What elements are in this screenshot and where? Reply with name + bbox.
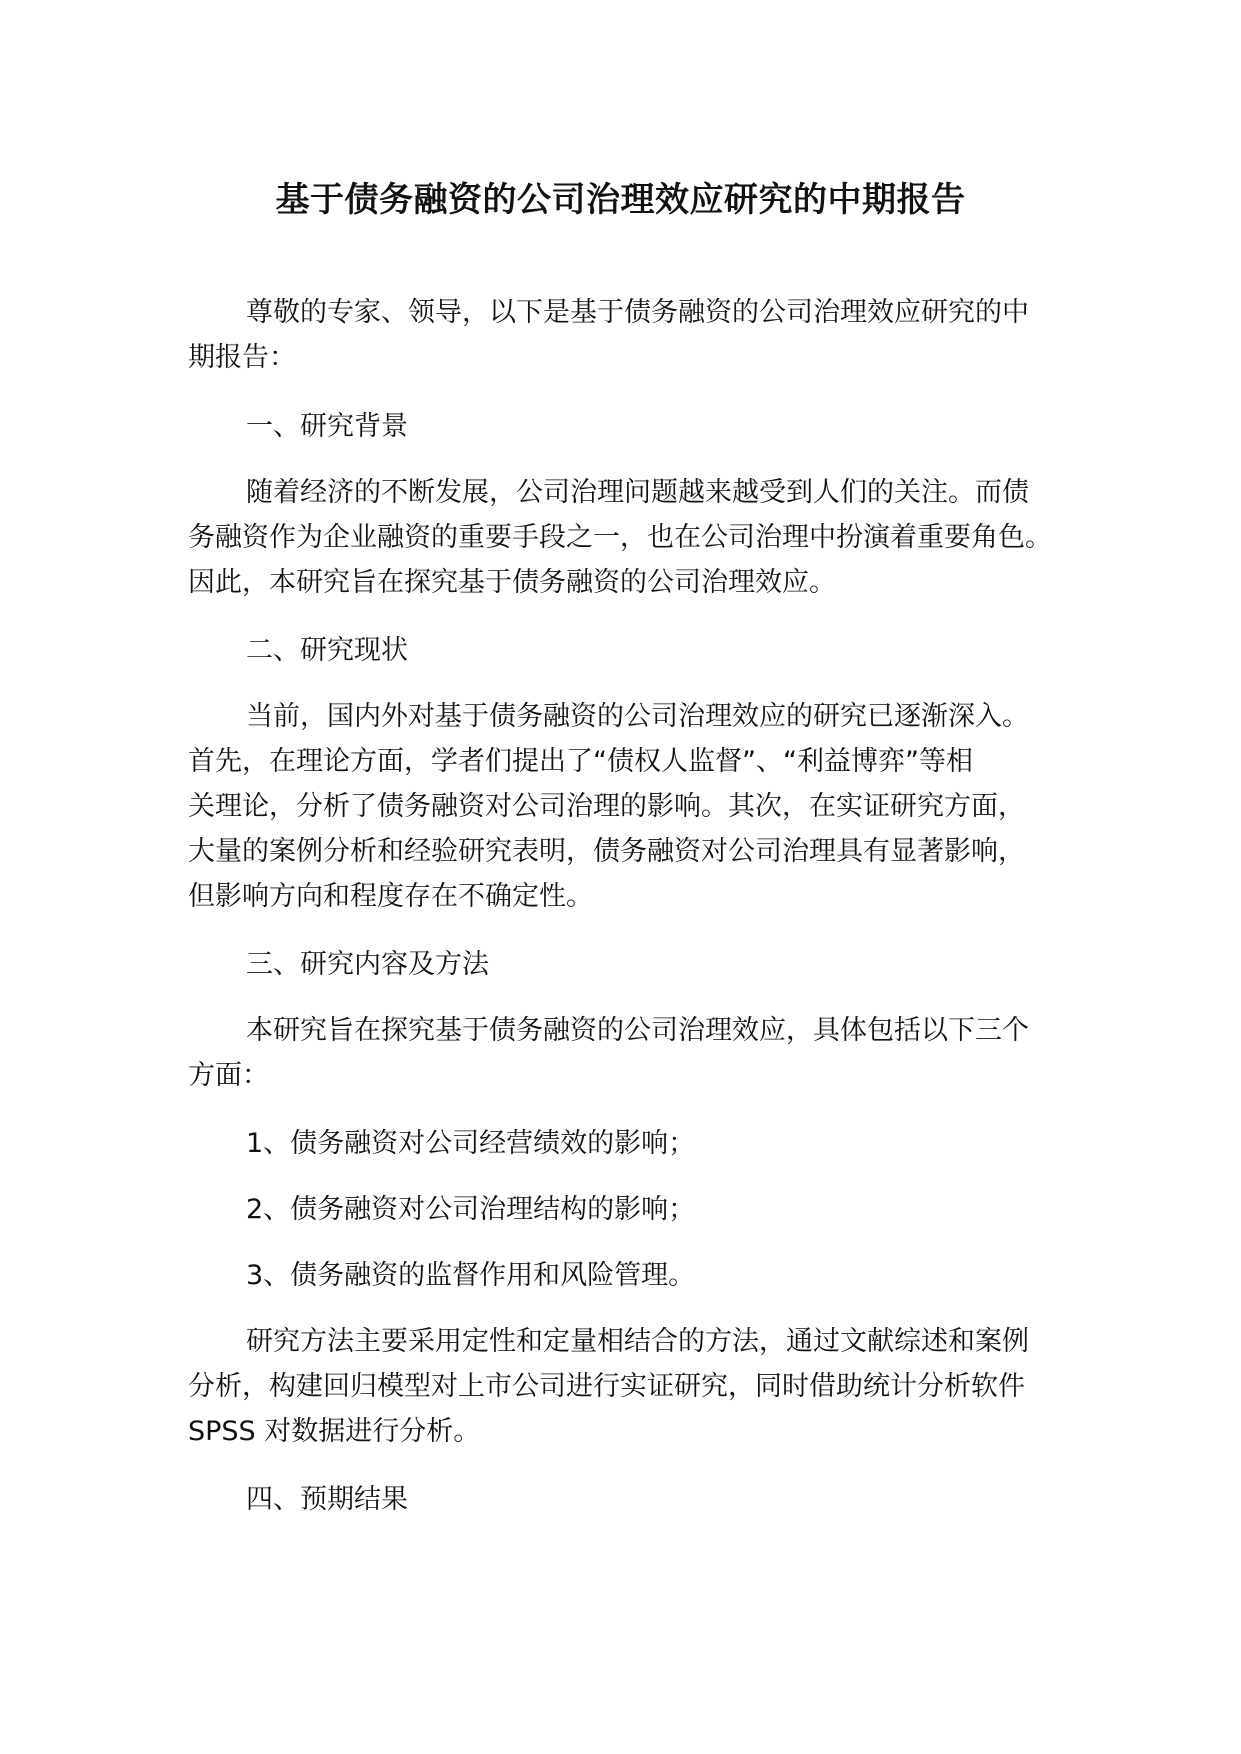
section-heading-status: 二、研究现状 <box>246 635 408 666</box>
background-line-3: 因此，本研究旨在探究基于债务融资的公司治理效应。 <box>188 567 836 598</box>
background-line-2: 务融资作为企业融资的重要手段之一，也在公司治理中扮演着重要角色。 <box>188 522 1052 553</box>
background-line-1: 随着经济的不断发展，公司治理问题越来越受到人们的关注。而债 <box>246 477 1029 508</box>
status-line-1: 当前，国内外对基于债务融资的公司治理效应的研究已逐渐深入。 <box>246 701 1029 732</box>
list-item-1: 1、债务融资对公司经营绩效的影响； <box>246 1128 696 1159</box>
status-line-4: 大量的案例分析和经验研究表明，债务融资对公司治理具有显著影响， <box>188 836 1025 867</box>
status-line-3: 关理论，分析了债务融资对公司治理的影响。其次，在实证研究方面， <box>188 791 1025 822</box>
list-item-3: 3、债务融资的监督作用和风险管理。 <box>246 1260 696 1291</box>
document-title: 基于债务融资的公司治理效应研究的中期报告 <box>275 180 966 220</box>
content-line-2: 方面： <box>188 1060 269 1091</box>
methods-line-1: 研究方法主要采用定性和定量相结合的方法，通过文献综述和案例 <box>246 1326 1029 1357</box>
methods-line-2: 分析，构建回归模型对上市公司进行实证研究，同时借助统计分析软件 <box>188 1371 1025 1402</box>
status-line-5: 但影响方向和程度存在不确定性。 <box>188 881 593 912</box>
list-item-2: 2、债务融资对公司治理结构的影响； <box>246 1194 696 1225</box>
section-heading-background: 一、研究背景 <box>246 411 408 442</box>
section-heading-content-methods: 三、研究内容及方法 <box>246 949 489 980</box>
intro-line-1: 尊敬的专家、领导，以下是基于债务融资的公司治理效应研究的中 <box>246 297 1029 328</box>
section-heading-expected-results: 四、预期结果 <box>246 1484 408 1515</box>
content-line-1: 本研究旨在探究基于债务融资的公司治理效应，具体包括以下三个 <box>246 1015 1029 1046</box>
methods-line-3: SPSS 对数据进行分析。 <box>188 1416 481 1447</box>
status-line-2: 首先，在理论方面，学者们提出了“债权人监督”、“利益博弈”等相 <box>188 746 973 777</box>
intro-line-2: 期报告： <box>188 342 296 373</box>
